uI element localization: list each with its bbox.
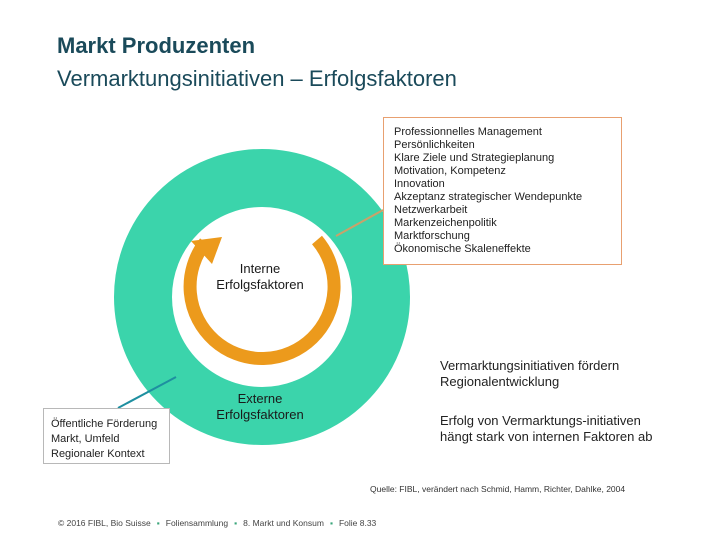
list-item: Ökonomische Skaleneffekte [394,243,531,255]
external-factors-label: Externe Erfolgsfaktoren [216,391,304,422]
source-citation: Quelle: FIBL, verändert nach Schmid, Hamm, Richter, Dahlke, 2004 [370,484,626,494]
list-item: Klare Ziele und Strategieplanung [394,152,555,164]
list-item: Persönlichkeiten [394,139,475,151]
list-item: Motivation, Kompetenz [394,165,506,177]
external-factors-box [43,408,170,464]
list-item: Netzwerkarbeit [394,204,468,216]
list-item: Akzeptanz strategischer Wendepunkte [394,191,583,203]
list-item: Markenzeichenpolitik [394,217,497,229]
list-item: Regionaler Kontext [51,448,145,460]
external-factors-ring [143,178,381,416]
internal-factors-box [383,117,622,265]
note-internal-dependency: Erfolg von Vermarktungs-initiativen hängt stark von internen Faktoren ab [440,413,653,444]
list-item: Professionnelles Management [394,126,542,138]
list-item: Öffentliche Förderung [51,418,158,430]
footer-chapter: 8. Markt und Konsum [243,518,324,528]
internal-factors-label: Interne Erfolgsfaktoren [216,261,304,292]
separator-icon: ▪ [329,518,333,528]
footer-copyright: © 2016 FIBL, Bio Suisse [58,518,151,528]
list-item: Marktforschung [394,230,470,242]
separator-icon: ▪ [156,518,160,528]
page-subtitle: Vermarktungsinitiativen – Erfolgsfaktoren [57,66,457,91]
note-regional-development: Vermarktungsinitiativen fördern Regionalentwicklung [440,358,620,389]
footer-slide-number: Folie 8.33 [338,518,377,528]
list-item: Innovation [394,178,445,190]
footer-collection: Foliensammlung [165,518,229,528]
footer [58,518,376,528]
separator-icon: ▪ [234,518,238,528]
list-item: Markt, Umfeld [51,433,120,445]
page-title: Markt Produzenten [57,33,256,58]
